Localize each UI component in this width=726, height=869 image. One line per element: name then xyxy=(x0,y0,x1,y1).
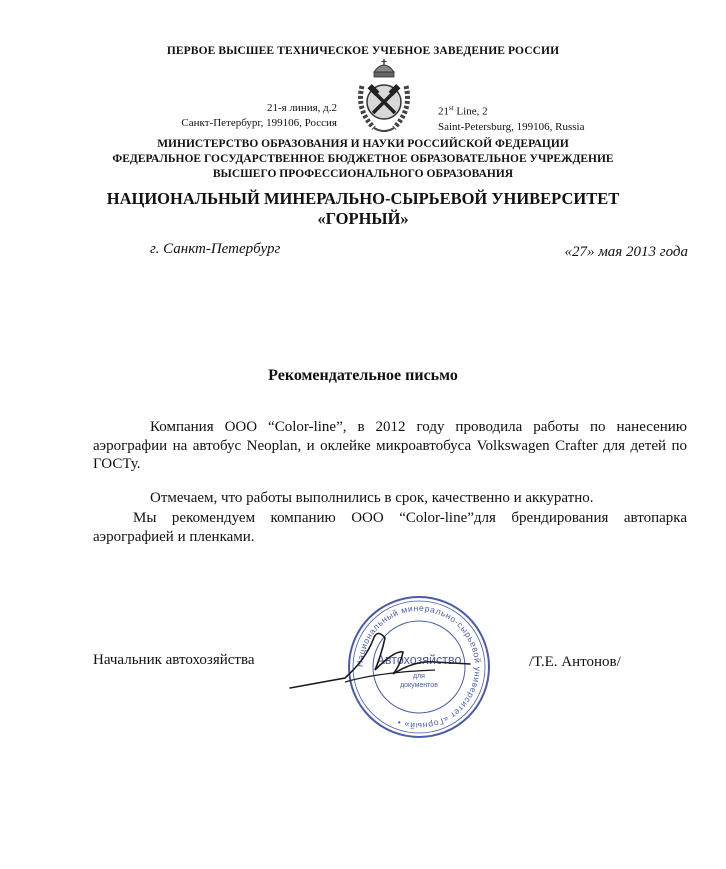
university-name xyxy=(0,189,726,228)
address-ru-line1: 21-я линия, д.2 xyxy=(266,102,337,114)
university-name-line: НАЦИОНАЛЬНЫЙ МИНЕРАЛЬНО-СЫРЬЕВОЙ УНИВЕРСИТЕТ xyxy=(106,189,620,208)
university-name-line: «ГОРНЫЙ» xyxy=(317,208,409,228)
ministry-block xyxy=(0,137,726,182)
letter-title: Рекомендательное письмо xyxy=(268,367,458,384)
svg-text:для: для xyxy=(413,673,425,680)
university-emblem-icon xyxy=(352,58,416,138)
handwritten-signature xyxy=(285,600,475,700)
address-ru xyxy=(150,101,337,131)
address-en-line1: 21st Line, 2 xyxy=(438,104,488,118)
paragraph-1: Компания ООО “Color-line”, в 2012 году проводила работы по нанесению аэрографии на автобус Neoplan, и оклейке микроавтобуса Volkswagen Crafter для детей по ГОСТу. xyxy=(93,419,687,472)
ministry-line: МИНИСТЕРСТВО ОБРАЗОВАНИЯ И НАУКИ РОССИЙСКОЙ ФЕДЕРАЦИИ xyxy=(157,138,569,150)
signer-position: Начальник автохозяйства xyxy=(93,652,255,668)
signer-name: /Т.Е. Антонов/ xyxy=(529,654,621,670)
paragraph-2: Отмечаем, что работы выполнились в срок, качественно и аккуратно. xyxy=(150,490,594,506)
ministry-line: ВЫСШЕГО ПРОФЕССИОНАЛЬНОГО ОБРАЗОВАНИЯ xyxy=(212,168,514,180)
ministry-line: ФЕДЕРАЛЬНОЕ ГОСУДАРСТВЕННОЕ БЮДЖЕТНОЕ ОБРАЗОВАТЕЛЬНОЕ УЧРЕЖДЕНИЕ xyxy=(112,153,614,165)
letter-date: «27» мая 2013 года xyxy=(564,244,688,260)
address-ru-line2: Санкт-Петербург, 199106, Россия xyxy=(181,117,337,129)
address-en-line2: Saint-Petersburg, 199106, Russia xyxy=(438,120,585,133)
svg-text:документов: документов xyxy=(400,682,438,689)
address-en xyxy=(438,101,638,135)
svg-text:Автохозяйство: Автохозяйство xyxy=(376,653,462,667)
place: г. Санкт-Петербург xyxy=(150,241,281,257)
paragraph-3: Мы рекомендуем компанию ООО “Color-line”для брендирования автопарка аэрографией и пленками. xyxy=(93,510,687,545)
institution-line: ПЕРВОЕ ВЫСШЕЕ ТЕХНИЧЕСКОЕ УЧЕБНОЕ ЗАВЕДЕНИЕ РОССИИ xyxy=(166,45,560,57)
svg-text:Национальный минерально-сырьев: Национальный минерально-сырьевой университет «Горный» • xyxy=(354,602,484,732)
